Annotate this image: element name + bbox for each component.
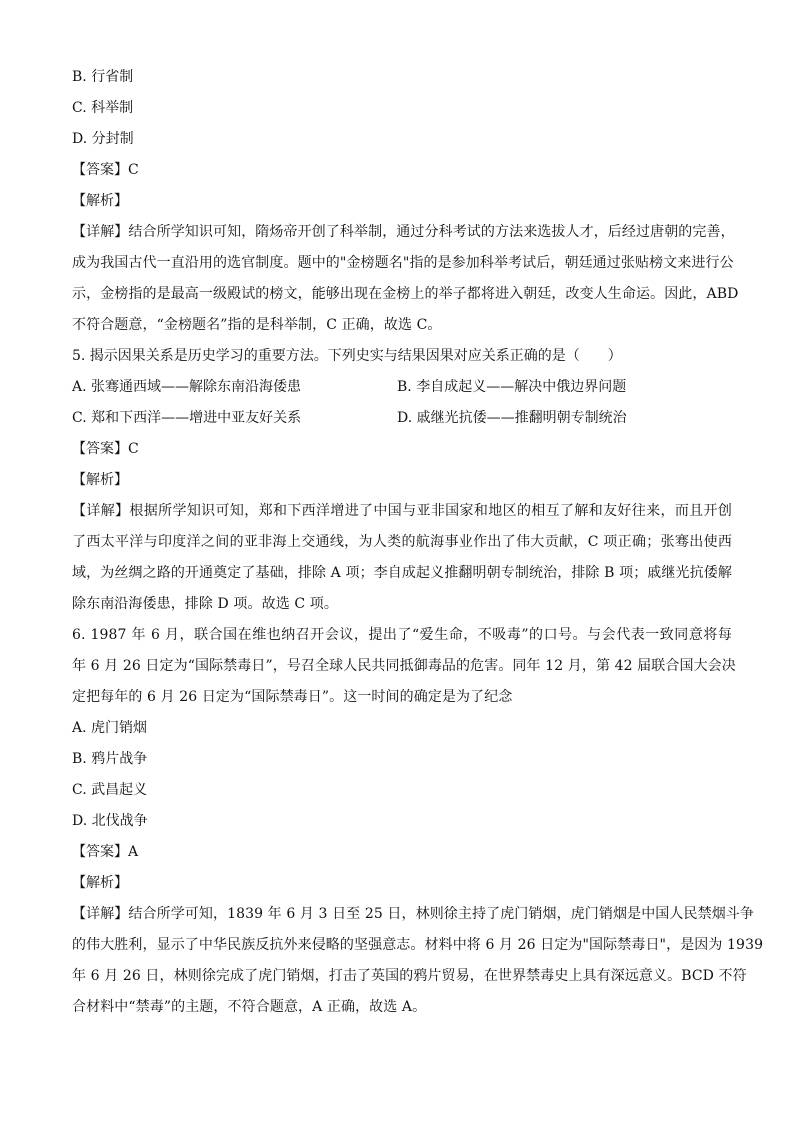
- option-b: B. 李自成起义——解决中俄边界问题: [397, 379, 627, 395]
- option-d: D. 戚继光抗倭——推翻明朝专制统治: [397, 410, 627, 426]
- detail-line: 域，为丝绸之路的开通奠定了基础，排除 A 项；李自成起义推翻明朝专制统治，排除 B 项；戚继光抗倭解: [72, 565, 732, 581]
- option-a: A. 虎门销烟: [72, 720, 148, 736]
- detail-paragraph: [72, 217, 739, 341]
- question-stem: 5. 揭示因果关系是历史学习的重要方法。下列史实与结果因果对应关系正确的是（ ）: [72, 348, 622, 364]
- answer-label: 【答案】C: [72, 162, 139, 178]
- detail-line: 【详解】结合所学可知，1839 年 6 月 3 日至 25 日，林则徐主持了虎门销烟，虎门销烟是中国人民禁烟斗争: [72, 906, 755, 922]
- question-stem: [72, 620, 736, 713]
- detail-line: 【详解】结合所学知识可知，隋炀帝开创了科举制，通过分科考试的方法来选拔人才，后经过唐朝的完善，: [72, 224, 735, 240]
- q4-block: [72, 62, 739, 341]
- analysis-label: 【解析】: [72, 193, 128, 209]
- detail-paragraph: [72, 496, 732, 620]
- answer-label: 【答案】C: [72, 441, 139, 457]
- option-c: C. 科举制: [72, 100, 134, 116]
- option-row: [72, 403, 732, 434]
- option-d: D. 北伐战争: [72, 813, 148, 829]
- detail-line: 不符合题意，“金榜题名”指的是科举制，C 正确，故选 C。: [72, 317, 442, 333]
- option-b: B. 鸦片战争: [72, 751, 148, 767]
- detail-line: 合材料中“禁毒”的主题，不符合题意，A 正确，故选 A。: [72, 999, 427, 1015]
- analysis-label: 【解析】: [72, 875, 128, 891]
- option-b: B. 行省制: [72, 69, 134, 85]
- option-d: D. 分封制: [72, 131, 134, 147]
- option-a: A. 张骞通西域——解除东南沿海倭患: [72, 379, 302, 395]
- option-row: [72, 372, 732, 403]
- analysis-label: 【解析】: [72, 472, 128, 488]
- document-page: [72, 62, 764, 1023]
- q6-block: [72, 620, 764, 1023]
- stem-line: 6. 1987 年 6 月，联合国在维也纳召开会议，提出了“爱生命，不吸毒”的口号。与会代表一致同意将每: [72, 627, 732, 643]
- detail-line: 了西太平洋与印度洋之间的亚非海上交通线，为人类的航海事业作出了伟大贡献，C 项正确；张骞出使西: [72, 534, 732, 550]
- answer-label: 【答案】A: [72, 844, 139, 860]
- stem-line: 定把每年的 6 月 26 日定为“国际禁毒日”。这一时间的确定是为了纪念: [72, 689, 513, 705]
- stem-line: 年 6 月 26 日定为“国际禁毒日”，号召全球人民共同抵御毒品的危害。同年 12 月，第 42 届联合国大会决: [72, 658, 736, 674]
- detail-line: 成为我国古代一直沿用的选官制度。题中的"金榜题名"指的是参加科举考试后，朝廷通过张贴榜文来进行公: [72, 255, 734, 271]
- detail-line: 示，金榜指的是最高一级殿试的榜文，能够出现在金榜上的举子都将进入朝廷，改变人生命运。因此，ABD: [72, 286, 739, 302]
- q5-block: [72, 341, 732, 620]
- detail-paragraph: [72, 899, 764, 1023]
- detail-line: 【详解】根据所学知识可知，郑和下西洋增进了中国与亚非国家和地区的相互了解和友好往来，而且开创: [72, 503, 732, 519]
- detail-line: 除东南沿海倭患，排除 D 项。故选 C 项。: [72, 596, 338, 612]
- option-c: C. 郑和下西洋——增进中亚友好关系: [72, 410, 302, 426]
- detail-line: 的伟大胜利，显示了中华民族反抗外来侵略的坚强意志。材料中将 6 月 26 日定为"国际禁毒日"，是因为 1939: [72, 937, 764, 953]
- detail-line: 年 6 月 26 日，林则徐完成了虎门销烟，打击了英国的鸦片贸易，在世界禁毒史上具有深远意义。BCD 不符: [72, 968, 747, 984]
- option-c: C. 武昌起义: [72, 782, 148, 798]
